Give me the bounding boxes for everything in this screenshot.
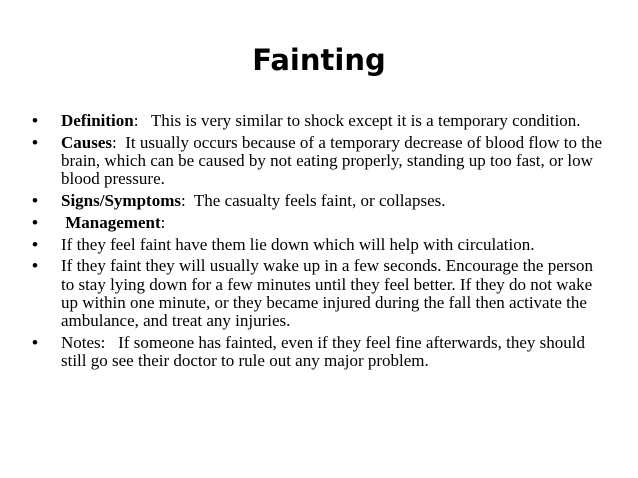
bullet-label: Definition — [61, 111, 134, 130]
bullet-separator: : — [112, 132, 117, 152]
bullet-separator: : — [160, 212, 166, 232]
bullet-item-definition — [32, 112, 602, 130]
bullet-icon: • — [32, 212, 38, 232]
bullet-text: If they feel faint have them lie down which will help with circulation. — [61, 234, 535, 254]
bullet-icon: • — [32, 191, 38, 210]
bullet-item-notes — [32, 334, 602, 370]
bullet-label: Management — [61, 212, 161, 232]
bullet-icon: • — [32, 234, 38, 254]
bullet-item-lie-down — [32, 236, 602, 254]
bullet-label: Causes — [61, 132, 113, 152]
bullet-item-causes — [32, 132, 607, 189]
bullet-icon: • — [32, 332, 38, 352]
bullet-text: The casualty feels faint, or collapses. — [185, 191, 446, 210]
slide-title: Fainting — [252, 43, 386, 77]
bullet-icon: • — [32, 132, 38, 152]
bullet-separator: : — [133, 111, 139, 130]
bullet-text: It usually occurs because of a temporary decrease of blood flow to the brain, which can be caused by not eating properly, standing up too fast, or low blood pressure. — [61, 132, 607, 189]
bullet-item-management — [32, 214, 602, 232]
bullet-item-wake-up — [32, 257, 602, 330]
bullet-text: If they faint they will usually wake up in a few seconds. Encourage the person to stay lying down for a few minutes until they feel better. If they do not wake up within one minute, or they became injured during the fall then activate the ambulance, and treat any injuries. — [61, 256, 594, 330]
bullet-label: Signs/Symptoms — [61, 191, 181, 210]
bullet-icon: • — [32, 111, 38, 130]
bullet-list — [32, 111, 607, 374]
bullet-text: This is very similar to shock except it is a temporary condition. — [138, 111, 581, 130]
bullet-item-signs-symptoms — [32, 192, 602, 210]
bullet-icon: • — [32, 256, 38, 276]
bullet-separator: : — [180, 191, 186, 210]
bullet-text: Notes: If someone has fainted, even if they feel fine afterwards, they should still go see their doctor to rule out any major problem. — [61, 332, 590, 370]
